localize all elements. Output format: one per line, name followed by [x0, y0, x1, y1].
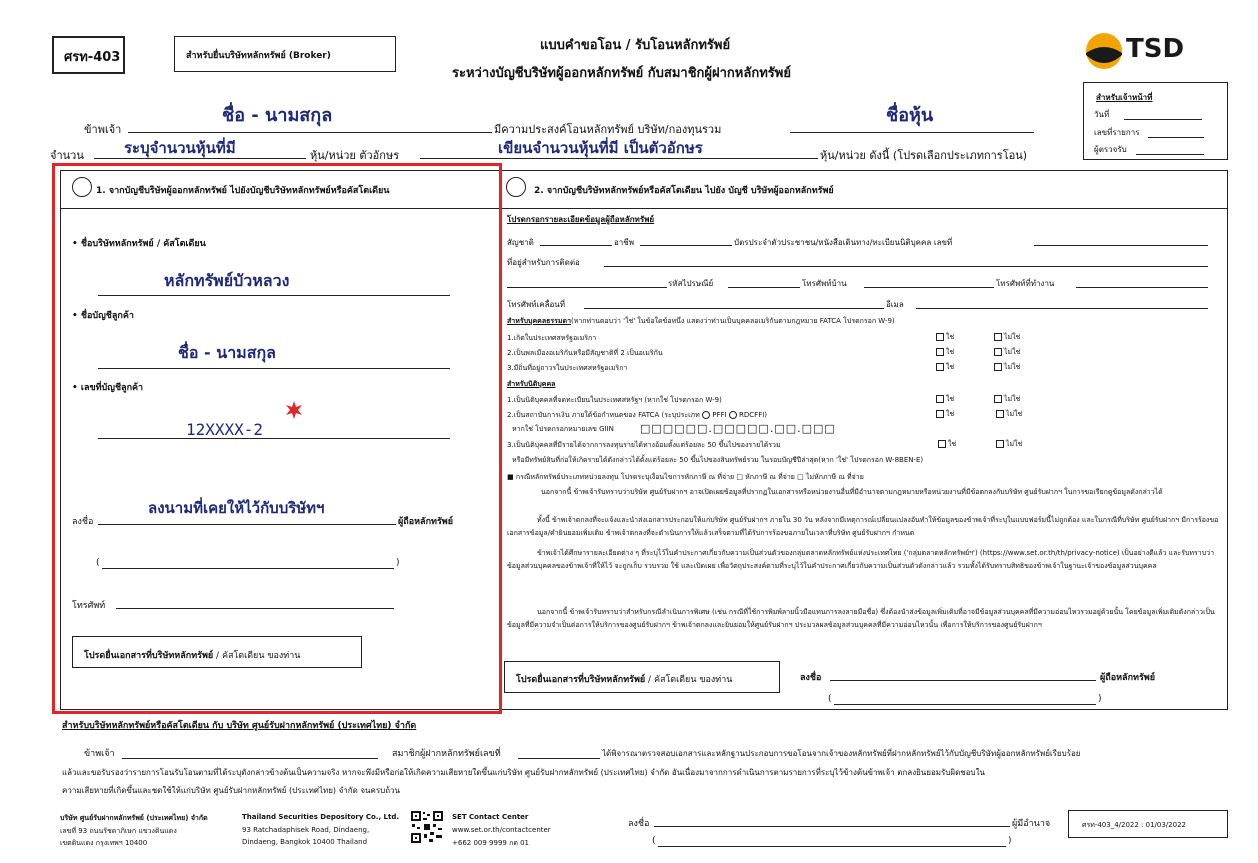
footer-addr-en-1: 93 Ratchadaphisek Road, Dindaeng,	[242, 826, 370, 834]
right-print-name-field[interactable]	[834, 704, 1096, 705]
bottom-i-label: ข้าพเจ้า	[84, 749, 115, 759]
natural-q3-no[interactable]: ไม่ใช่	[994, 362, 1020, 373]
right-sign-field[interactable]	[830, 680, 1096, 681]
title-line-2: ระหว่างบัญชีบริษัทผู้ออกหลักทรัพย์ กับสมาชิกผู้ฝากหลักทรัพย์	[452, 66, 791, 81]
intro-i-label: ข้าพเจ้า	[84, 123, 122, 136]
natural-q1-no[interactable]: ไม่ใช่	[994, 332, 1020, 343]
fill-title: โปรดกรอกรายละเอียดข้อมูลผู้ถือหลักทรัพย์	[507, 215, 655, 224]
home-phone-label: โทรศัพท์บ้าน	[802, 279, 847, 288]
work-phone-label: โทรศัพท์ที่ทำงาน	[996, 279, 1055, 288]
left-paren-open: (	[96, 558, 100, 568]
home-phone-field[interactable]	[864, 287, 994, 288]
footer-co-th: บริษัท ศูนย์รับฝากหลักทรัพย์ (ประเทศไทย) จำกัด	[60, 814, 208, 822]
juristic-q3-yes[interactable]: ใช่	[938, 439, 956, 450]
logo-text: TSD	[1126, 34, 1185, 64]
nationality-field[interactable]	[540, 245, 612, 246]
acct-name-value[interactable]: ชื่อ - นามสกุล	[178, 343, 276, 362]
juristic-q3: 3.เป็นนิติบุคคลที่มีรายได้จากการลงทุนรายได้ทางอ้อมตั้งแต่ร้อยละ 50 ขึ้นไปของรายได้รวม	[507, 441, 781, 449]
natural-q2: 2.เป็นพลเมืองอเมริกันหรือมีสัญชาติที่ 2 เป็นอเมริกัน	[507, 349, 663, 357]
email-field[interactable]	[916, 308, 1208, 309]
juristic-q1-yes[interactable]: ใช่	[936, 394, 954, 405]
option-2-radio[interactable]	[506, 177, 526, 197]
left-phone-label: โทรศัพท์	[72, 601, 106, 611]
bottom-authorized-label: ผู้มีอำนาจ	[1012, 819, 1051, 829]
acct-name-label: • ชื่อบัญชีลูกค้า	[72, 311, 134, 321]
bottom-paren-close: )	[1008, 836, 1012, 846]
bottom-line2: แล้วและขอรับรองว่ารายการโอนรับโอนตามที่ได้ระบุดังกล่าวข้างต้นเป็นความจริง หากจะพึงมีหรือก่อให้เกิดความเสียหายใดขึ้นแก่บริษัท ศูนย์รับฝากหลักทรัพย์ (ประเทศไทย) จำกัด อันเนื่องมาจากการดำเนินการตามรายการที่ระบุไว้ข้างต้นข้าพเจ้า ตกลงยินยอมรับผิดชอบใน	[62, 768, 985, 777]
right-sign-label: ลงชื่อ	[800, 673, 822, 683]
juristic-title: สำหรับนิติบุคคล	[507, 380, 556, 388]
office-title: สำหรับเจ้าหน้าที่	[1096, 93, 1153, 102]
bottom-paren-open: (	[652, 836, 656, 846]
giin-boxes[interactable]: □□□□□□.□□□□□.□□.□□□	[640, 422, 836, 435]
bottom-sign-label: ลงชื่อ	[628, 819, 650, 829]
office-receive-no: เลขที่รายการ	[1094, 128, 1140, 137]
acct-no-value[interactable]: 12XXXX-2	[186, 420, 264, 439]
office-date: วันที่	[1094, 110, 1110, 119]
left-paren-close: )	[396, 558, 400, 568]
natural-q3: 3.มีถิ่นที่อยู่ถาวรในประเทศสหรัฐอเมริกา	[507, 364, 628, 372]
footer-contact-title: SET Contact Center	[452, 813, 529, 821]
consent-para-3: ข้าพเจ้าได้ศึกษารายละเอียดต่าง ๆ ที่ระบุไว้ในคำประกาศเกี่ยวกับความเป็นส่วนตัวของกลุ่มตลาดหลักทรัพย์แห่งประเทศไทย ('กลุ่มตลาดหลักทรัพย์ฯ') (https://www.set.or.th/th/privacy-notice) เป็นอย่างดีแล้ว และรับทราบว่าข้อมูลส่วนบุคคลของข้าพเจ้าที่ให้ไว้ จะถูกเก็บ รวบรวม ใช้ และเปิดเผย เพื่อวัตถุประสงค์ตามที่ระบุไว้ในคำประกาศเกี่ยวกับความเป็นส่วนตัวดังกล่าวแล้ว รวมทั้งได้รับทราบสิทธิของข้าพเจ้าในฐานะเจ้าของข้อมูลส่วนบุคคล	[507, 549, 1215, 570]
bottom-line3: ความเสียหายที่เกิดขึ้นและชดใช้ให้แก่บริษัท ศูนย์รับฝากหลักทรัพย์ (ประเทศไทย) จำกัด จนครบถ้วน	[62, 786, 401, 795]
natural-q2-yes[interactable]: ใช่	[936, 347, 954, 358]
broker-label: • ชื่อบริษัทหลักทรัพย์ / คัสโตเดียน	[72, 239, 206, 249]
footer-addr-en-2: Dindaeng, Bangkok 10400 Thailand	[242, 838, 368, 846]
left-sign-label: ลงชื่อ	[72, 517, 94, 527]
right-holder-label: ผู้ถือหลักทรัพย์	[1100, 673, 1155, 683]
occupation-label: อาชีพ	[614, 238, 634, 247]
right-section-title: 2. จากบัญชีบริษัทหลักทรัพย์หรือคัสโตเดียน ไปยัง บัญชี บริษัทผู้ออกหลักทรัพย์	[534, 186, 834, 196]
right-paren-open: (	[828, 694, 832, 704]
giin-label: หากใช่ โปรดกรอกหมายเลข GIIN	[512, 425, 614, 433]
juristic-q3b: หรือมีทรัพย์สินที่ก่อให้เกิดรายได้ดังกล่าวได้ตั้งแต่ร้อยละ 50 ขึ้นไปของสินทรัพย์รวม ในรอบบัญชีปีล่าสุด(หาก 'ใช่' โปรดกรอก W-8BEN-E)	[512, 456, 924, 464]
bottom-member-no-field[interactable]	[518, 758, 600, 759]
acct-no-label: • เลขที่บัญชีลูกค้า	[72, 383, 144, 393]
intro-qty-text-value[interactable]: เขียนจำนวนหุ้นที่มี เป็นตัวอักษร	[498, 139, 703, 157]
broker-note: สำหรับยื่นบริษัทหลักทรัพย์ (Broker)	[186, 51, 331, 61]
form-version: ศรท-403_4/2022 : 01/03/2022	[1082, 821, 1186, 829]
nationality-label: สัญชาติ	[507, 238, 534, 247]
intro-unit-tail: หุ้น/หน่วย ดังนี้ (โปรดเลือกประเภทการโอน)	[820, 149, 1028, 162]
address-field[interactable]	[604, 266, 1208, 267]
right-paren-close: )	[1098, 694, 1102, 704]
id-card-label: บัตรประจำตัวประชาชน/หนังสือเดินทาง/ทะเบียนนิติบุคคล เลขที่	[734, 238, 953, 247]
natural-q3-yes[interactable]: ใช่	[936, 362, 954, 373]
juristic-q3-no[interactable]: ไม่ใช่	[996, 439, 1022, 450]
postcode-field[interactable]	[728, 287, 800, 288]
bottom-member-no-label: สมาชิกผู้ฝากหลักทรัพย์เลขที่	[392, 749, 501, 759]
mobile-field[interactable]	[584, 308, 884, 309]
intro-name-value[interactable]: ชื่อ - นามสกุล	[222, 105, 333, 126]
natural-title: สำหรับบุคคลธรรมดา(หากท่านตอบว่า 'ใช่' ในข้อใดข้อหนึ่ง แสดงว่าท่านเป็นบุคคลอเมริกันตามกฎหมาย FATCA โปรดกรอก W-9)	[507, 317, 895, 325]
pffi-radio-icon[interactable]	[702, 411, 710, 419]
natural-q1-yes[interactable]: ใช่	[936, 332, 954, 343]
address-field-2[interactable]	[507, 287, 667, 288]
left-section-title: 1. จากบัญชีบริษัทผู้ออกหลักทรัพย์ ไปยังบัญชีบริษัทหลักทรัพย์หรือคัสโตเดียน	[96, 186, 390, 196]
postcode-label: รหัสไปรษณีย์	[668, 279, 714, 288]
left-submit-note: โปรดยื่นเอกสารที่บริษัทหลักทรัพย์ / คัสโตเดียน ของท่าน	[84, 651, 301, 661]
mobile-label: โทรศัพท์เคลื่อนที่	[507, 300, 566, 309]
bottom-line1-tail: ได้พิจารณาตรวจสอบเอกสารและหลักฐานประกอบการขอโอนจากเจ้าของหลักทรัพย์ที่ฝากหลักทรัพย์ไว้กับบัญชีบริษัทผู้ออกหลักทรัพย์เรียบร้อย	[602, 749, 1081, 758]
bottom-title: สำหรับบริษัทหลักทรัพย์หรือคัสโตเดียน กับ บริษัท ศูนย์รับฝากหลักทรัพย์ (ประเทศไทย) จำกัด	[62, 721, 417, 731]
consent-para-4: นอกจากนี้ ข้าพเจ้ารับทราบว่าสำหรับกรณีลำเนินการพิเศษ (เช่น กรณีที่ใช้การพิมพ์ลายนิ้วมือแทนการลงลายมือชื่อ) ซึ่งต้องนำส่งข้อมูลเพิ่มเติมที่อาจมีข้อมูลส่วนบุคคลที่มีความอ่อนไหวรวมอยู่ด้วยนั้น โดยข้อมูลเพิ่มเติมดังกล่าวเป็นข้อมูลที่มีความจำเป็นต่อการให้บริการของศูนย์รับฝากฯ ข้าพเจ้าตกลงและยินยอมให้ศูนย์รับฝากฯ ประมวลผลข้อมูลส่วนบุคคลที่มีความอ่อนไหวนั้น เพื่อการให้บริการของศูนย์รับฝากฯ	[507, 608, 1215, 629]
bottom-sign-field[interactable]	[654, 826, 1010, 827]
rdcffi-radio-icon[interactable]	[729, 411, 737, 419]
footer-addr-th-1: เลขที่ 93 ถนนรัชดาภิเษก แขวงดินแดง	[60, 827, 177, 835]
juristic-q1: 1.เป็นนิติบุคคลที่จดทะเบียนในประเทศสหรัฐฯ (หากใช่ โปรดกรอก W-9)	[507, 396, 722, 404]
office-checker: ผู้ตรวจรับ	[1094, 145, 1127, 154]
intro-qty-value[interactable]: ระบุจำนวนหุ้นที่มี	[124, 139, 236, 157]
juristic-q2-yes[interactable]: ใช่	[936, 409, 954, 420]
intro-qty-label: จำนวน	[50, 149, 84, 162]
email-label: อีเมล	[886, 300, 904, 309]
left-holder-label: ผู้ถือหลักทรัพย์	[398, 517, 453, 527]
intro-unit-text-label: หุ้น/หน่วย ตัวอักษร	[310, 149, 400, 162]
intro-stock-value[interactable]: ชื่อหุ้น	[886, 105, 934, 126]
highlight-option-1	[52, 163, 502, 714]
work-phone-field[interactable]	[1076, 287, 1208, 288]
tax-line[interactable]: ■ กรณีหลักทรัพย์ประเภทหน่วยลงทุน โปรดระบุเงื่อนไขการหักภาษี ณ ที่จ่าย □ หักภาษี ณ ที่จ่าย □ ไม่หักภาษี ณ ที่จ่าย	[507, 473, 864, 481]
juristic-q1-no[interactable]: ไม่ใช่	[994, 394, 1020, 405]
juristic-q2-no[interactable]: ไม่ใช่	[996, 409, 1022, 420]
qr-code-icon[interactable]	[410, 810, 444, 844]
right-submit-note: โปรดยื่นเอกสารที่บริษัทหลักทรัพย์ / คัสโตเดียน ของท่าน	[516, 675, 733, 685]
address-label: ที่อยู่สำหรับการติดต่อ	[507, 258, 580, 267]
consent-para-2: ทั้งนี้ ข้าพเจ้าตกลงที่จะแจ้งและนำส่งเอกสารประกอบให้แก่บริษัท ศูนย์รับฝากฯ ภายใน 30 วัน หลังจากมีเหตุการณ์เปลี่ยนแปลงอันทำให้ข้อมูลของข้าพเจ้าที่ระบุในแบบฟอร์มนี้ไม่ถูกต้อง และในกรณีที่บริษัท ศูนย์รับฝากฯ มีการร้องขอเอกสารข้อมูล/คำยินยอมเพิ่มเติม ข้าพเจ้าตกลงที่จะดำเนินการให้แล้วเสร็จตามที่ได้รับการร้องขอภายในเวลาที่บริษัท ศูนย์รับฝากฯ กำหนด	[507, 516, 1219, 537]
left-sign-value[interactable]: ลงนามที่เคยให้ไว้กับบริษัทฯ	[148, 499, 325, 517]
form-code: ศรท-403	[64, 50, 121, 65]
id-card-field[interactable]	[1034, 245, 1208, 246]
occupation-field[interactable]	[640, 245, 732, 246]
footer-co-en: Thailand Securities Depository Co., Ltd.	[242, 813, 400, 821]
bottom-print-name-field[interactable]	[658, 846, 1006, 847]
tsd-logo-icon	[1084, 31, 1124, 71]
consent-para-1: นอกจากนี้ ข้าพเจ้ารับทราบว่าบริษัท ศูนย์รับฝากฯ อาจเปิดเผยข้อมูลที่ปรากฏในเอกสารหรือหน่วยงานอื่นที่มีอำนาจตามกฎหมายหรือหน่วยงานที่มีข้อตกลงกับบริษัท ศูนย์รับฝากฯ ในการขอเรียกดูข้อมูลดังกล่าวได้	[541, 488, 1163, 496]
juristic-q2: 2.เป็นสถาบันการเงิน ภายใต้ข้อกำหนดของ FATCA (ระบุประเภท PFFI RDCFFI)	[507, 411, 768, 419]
natural-q1: 1.เกิดในประเทศสหรัฐอเมริกา	[507, 334, 597, 342]
footer-addr-th-2: เขตดินแดง กรุงเทพฯ 10400	[60, 839, 148, 847]
footer-contact-phone: +662 009 9999 กด 01	[452, 839, 529, 847]
footer-contact-url[interactable]: www.set.or.th/contactcenter	[452, 826, 551, 834]
bottom-member-name-field[interactable]	[122, 758, 378, 759]
intro-purpose: มีความประสงค์โอนหลักทรัพย์ บริษัท/กองทุนรวม	[494, 123, 722, 136]
broker-value[interactable]: หลักทรัพย์บัวหลวง	[164, 271, 290, 290]
title-line-1: แบบคำขอโอน / รับโอนหลักทรัพย์	[540, 38, 731, 53]
natural-q2-no[interactable]: ไม่ใช่	[994, 347, 1020, 358]
